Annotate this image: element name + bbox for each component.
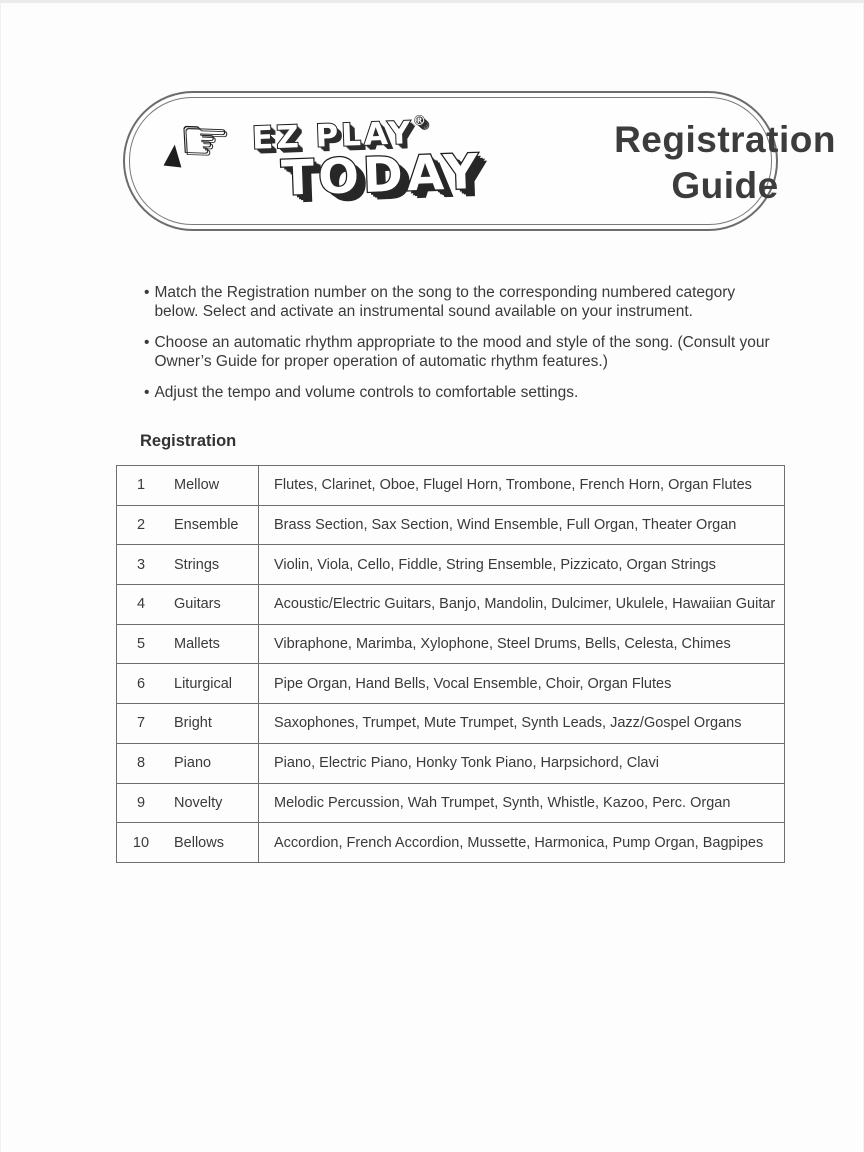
table-heading: Registration <box>140 432 237 450</box>
table-row <box>117 823 785 863</box>
registration-number: 10 <box>132 834 150 851</box>
table-row <box>117 466 785 506</box>
registration-number: 1 <box>136 477 146 494</box>
registration-number: 3 <box>136 556 146 573</box>
sounds-list: Saxophones, Trumpet, Mute Trumpet, Synth Leads, Jazz/Gospel Organs <box>259 704 785 744</box>
table-row <box>117 585 785 625</box>
registration-number: 7 <box>136 715 146 732</box>
category-label: Novelty <box>174 794 223 811</box>
table-row <box>117 704 785 744</box>
sounds-list: Melodic Percussion, Wah Trumpet, Synth, Whistle, Kazoo, Perc. Organ <box>259 783 785 823</box>
sounds-list: Violin, Viola, Cello, Fiddle, String Ensemble, Pizzicato, Organ Strings <box>259 545 785 585</box>
registration-number: 5 <box>136 636 146 653</box>
sounds-list: Accordion, French Accordion, Mussette, Harmonica, Pump Organ, Bagpipes <box>259 823 785 863</box>
category-label: Piano <box>174 755 212 772</box>
registration-number: 2 <box>136 517 146 534</box>
sounds-list: Piano, Electric Piano, Honky Tonk Piano, Harpsichord, Clavi <box>259 743 785 783</box>
bullet-marker: • <box>144 284 150 301</box>
logo-ezplay-label: EZ PLAY <box>251 115 415 157</box>
logo-text-today: TODAY <box>280 143 484 207</box>
registration-number: 9 <box>136 794 146 811</box>
table-row <box>117 783 785 823</box>
registration-number: 8 <box>136 755 146 772</box>
category-label: Mellow <box>174 477 220 494</box>
bullet-marker: • <box>144 334 150 351</box>
page-title <box>580 117 864 209</box>
category-label: Bright <box>174 715 212 732</box>
ezplay-today-logo <box>161 103 505 225</box>
registration-number: 4 <box>136 596 146 613</box>
sounds-list: Flutes, Clarinet, Oboe, Flugel Horn, Trombone, French Horn, Organ Flutes <box>259 466 785 506</box>
table-row <box>117 664 785 704</box>
header-banner <box>123 91 836 231</box>
sounds-list: Pipe Organ, Hand Bells, Vocal Ensemble, Choir, Organ Flutes <box>259 664 785 704</box>
page-title-line2: Guide <box>671 165 779 206</box>
category-label: Ensemble <box>174 517 239 534</box>
registered-trademark-symbol: ® <box>412 113 427 130</box>
table-row <box>117 624 785 664</box>
table-row <box>117 545 785 585</box>
registration-number: 6 <box>136 675 146 692</box>
pointing-hand-icon: ☞ <box>176 104 232 175</box>
page-title-line1: Registration <box>614 119 836 160</box>
instruction-text: Adjust the tempo and volume controls to comfortable settings. <box>154 384 579 401</box>
table-row <box>117 743 785 783</box>
registration-table <box>116 465 785 863</box>
bullet-marker: • <box>144 384 150 401</box>
sounds-list: Acoustic/Electric Guitars, Banjo, Mandolin, Dulcimer, Ukulele, Hawaiian Guitar <box>259 585 785 625</box>
category-label: Strings <box>174 556 220 573</box>
sounds-list: Brass Section, Sax Section, Wind Ensemble, Full Organ, Theater Organ <box>259 505 785 545</box>
category-label: Bellows <box>174 834 224 851</box>
instruction-text: Choose an automatic rhythm appropriate to the mood and style of the song. (Consult your Owner’s Guide for proper operation of automatic rhythm features.) <box>154 334 770 370</box>
instruction-list <box>144 283 784 414</box>
instruction-item <box>144 333 784 371</box>
sounds-list: Vibraphone, Marimba, Xylophone, Steel Drums, Bells, Celesta, Chimes <box>259 624 785 664</box>
instruction-item <box>144 283 784 321</box>
category-label: Guitars <box>174 596 221 613</box>
instruction-text: Match the Registration number on the song to the corresponding numbered category below. Select and activate an instrumental sound available on your instrument. <box>154 284 736 320</box>
instruction-item <box>144 383 784 402</box>
category-label: Liturgical <box>174 675 233 692</box>
table-row <box>117 505 785 545</box>
category-label: Mallets <box>174 636 220 653</box>
